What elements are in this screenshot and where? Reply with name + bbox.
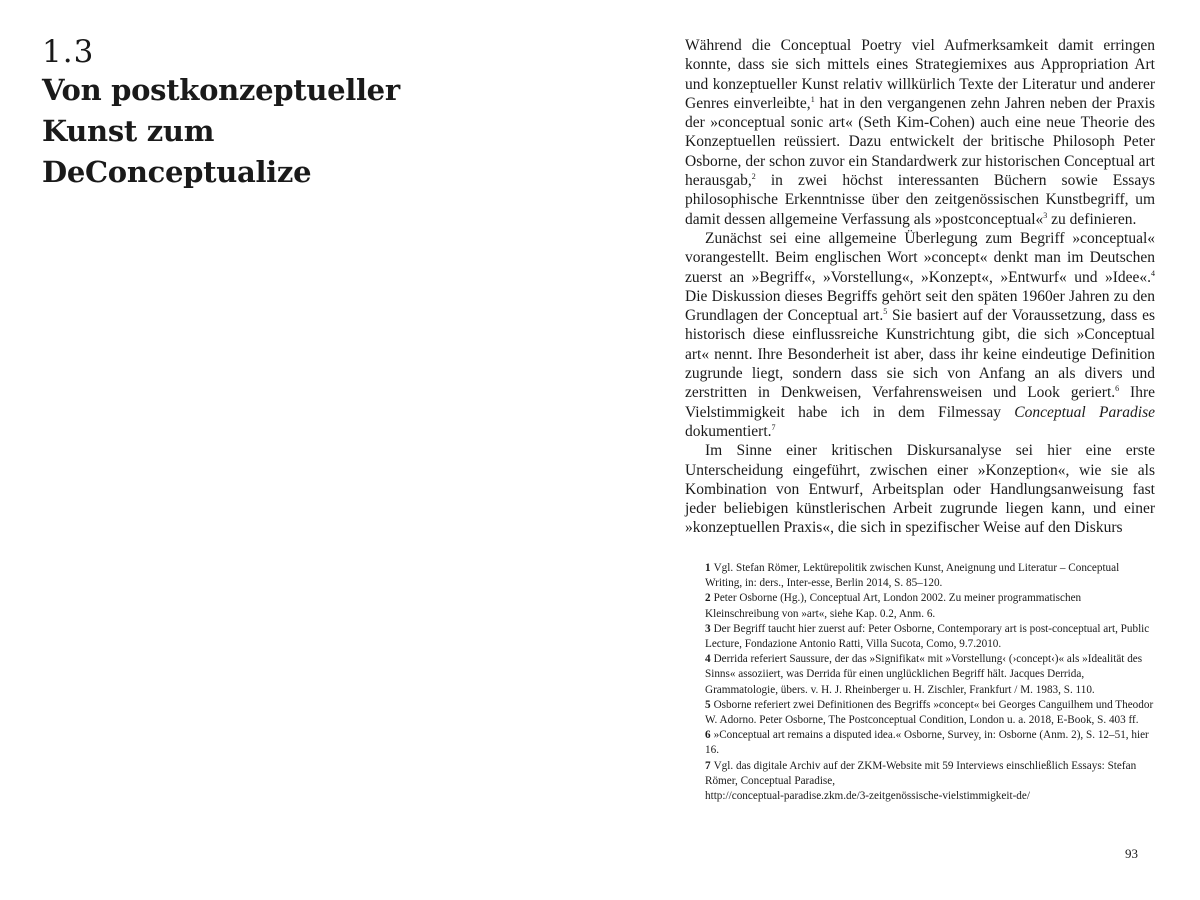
- page-number: 93: [1125, 846, 1138, 861]
- section-title-line-1: Von postkonzeptueller: [42, 73, 400, 107]
- footnote-number: 5: [705, 698, 711, 711]
- footnote-text: Osborne referiert zwei Definitionen des Begriffs »concept« bei Georges Canguilhem und Theodor W. Adorno. Peter Osborne, The Postconceptual Condition, London u. a. 2018, E-Book, S. 403 ff.: [705, 698, 1154, 727]
- footnote-url-link[interactable]: http://conceptual-paradise.zkm.de/3-zeitgenössische-vielstimmigkeit-de/: [705, 790, 1030, 803]
- text-run: hat in den vergangenen zehn Jahren neben der Praxis der »conceptual sonic art« (Seth Kim-Cohen) auch eine neue Theorie des Konzeptuellen reüssiert. Dazu entwickelt der britische Philosoph Peter Osborne, der schon zuvor ein Standardwerk zur historischen Conceptual art herausgab,: [685, 94, 1155, 190]
- text-run: Im Sinne einer kritischen Diskursanalyse sei hier eine erste Unterscheidung eingeführt, zwischen einer »Konzeption«, wie sie als Kombination von Entwurf, Arbeitsplan oder Handlungsanweisung fast jeder beliebigen künstlerischen Arbeit zugrunde liegen kann, und einer »konzeptuellen Praxis«, die sich in spezifischer Weise auf den Diskurs: [685, 442, 1155, 537]
- text-run: Während die Conceptual Poetry viel Aufmerksamkeit damit erringen konnte, dass sie sich mittels eines Strategiemixes aus Appropriation Art und konzeptueller Kunst relativ willkürlich Texte der Literatur und anderer Genres einverleibte,: [685, 37, 1155, 112]
- italic-title: Conceptual Paradise: [1014, 403, 1155, 421]
- footnote-number: 1: [705, 562, 711, 574]
- footnote: [705, 759, 1155, 805]
- body-paragraph: [685, 36, 1155, 229]
- body-paragraph: [685, 441, 1155, 537]
- text-run: dokumentiert.: [685, 422, 772, 440]
- footnote: [705, 728, 1155, 758]
- footnote: [705, 622, 1155, 652]
- footnote-number: 6: [705, 729, 711, 742]
- footnote-text: Derrida referiert Saussure, der das »Signifikat« mit »Vorstellung‹ (›concept‹)« als »Idealität des Sinns« assoziiert, was Derrida für einen unglücklichen Begriff hält. Jacques Derrida, Grammatologie, übers. v. H. J. Rheinberger u. H. Zischler, Frankfurt / M. 1983, S. 110.: [705, 653, 1143, 696]
- footnote: [705, 698, 1155, 728]
- text-run: Zunächst sei eine allgemeine Überlegung zum Begriff »conceptual« vorangestellt. Beim englischen Wort »concept« denkt man im Deutschen zuerst an »Begriff«, »Vorstellung«, »Konzept«, »Entwurf« und »Idee«.: [685, 229, 1155, 286]
- footnote-reference[interactable]: 1: [810, 94, 815, 104]
- footnote: [705, 652, 1155, 698]
- footnote-number: 2: [705, 592, 711, 605]
- footnote-number: 7: [705, 759, 711, 772]
- right-page: [600, 0, 1200, 900]
- footnote-reference[interactable]: 7: [771, 422, 776, 432]
- footnotes: [705, 561, 1155, 804]
- footnote-text: »Conceptual art remains a disputed idea.« Osborne, Survey, in: Osborne (Anm. 2), S. 12–51, hier 16.: [705, 729, 1149, 757]
- footnote-reference[interactable]: 2: [751, 172, 756, 182]
- footnote-text: Vgl. das digitale Archiv auf der ZKM-Website mit 59 Interviews einschließlich Essays: Stefan Römer, Conceptual Paradise,: [705, 759, 1137, 787]
- text-run: Sie basiert auf der Voraussetzung, dass es historisch diese einflussreiche Kunstrichtung gibt, die sich »Conceptual art« nennt. Ihre Besonderheit ist aber, dass ihr keine eindeutige Definition zugrunde liegt, sondern dass sie sich von Anfang an als divers und zerstritten in Denkweisen, Verfahrensweisen und Look geriert.: [685, 307, 1155, 402]
- footnote-text: Vgl. Stefan Römer, Lektürepolitik zwischen Kunst, Aneignung und Literatur – Conceptual Writing, in: ders., Inter-esse, Berlin 2014, S. 85–120.: [705, 562, 1120, 590]
- footnote-reference[interactable]: 3: [1043, 210, 1048, 220]
- footnote-number: 3: [705, 622, 711, 635]
- section-title-line-3: DeConceptualize: [42, 155, 312, 189]
- text-run: Die Diskussion dieses Begriffs gehört seit den späten 1960er Jahren zu den Grundlagen der Conceptual art.: [685, 287, 1155, 325]
- text-run: zu definieren.: [1047, 210, 1137, 228]
- text-run: in zwei höchst interessanten Büchern sowie Essays philosophische Erkenntnisse über den zeitgenössischen Kunstbegriff, um damit dessen allgemeine Verfassung als »postconceptual«: [685, 172, 1155, 228]
- footnote: [705, 591, 1155, 621]
- body-text: [685, 36, 1155, 538]
- footnote: [705, 561, 1155, 591]
- chapter-heading: [42, 34, 562, 193]
- body-paragraph: [685, 229, 1155, 441]
- footnote-reference[interactable]: 5: [883, 307, 888, 317]
- footnote-reference[interactable]: 6: [1115, 384, 1120, 394]
- footnote-text: Peter Osborne (Hg.), Conceptual Art, London 2002. Zu meiner programmatischen Kleinschreibung von »art«, siehe Kap. 0.2, Anm. 6.: [705, 592, 1082, 620]
- footnote-reference[interactable]: 4: [1151, 268, 1155, 278]
- section-number: 1.3: [42, 34, 95, 70]
- footnote-number: 4: [705, 653, 711, 666]
- text-run: Ihre Vielstimmigkeit habe ich in dem Filmessay: [685, 384, 1155, 421]
- footnote-text: Der Begriff taucht hier zuerst auf: Peter Osborne, Contemporary art is post-conceptual art, Public Lecture, Fondazione Antonio Ratti, Villa Sucota, Como, 9.7.2010.: [705, 622, 1150, 651]
- section-title-line-2: Kunst zum: [42, 114, 215, 148]
